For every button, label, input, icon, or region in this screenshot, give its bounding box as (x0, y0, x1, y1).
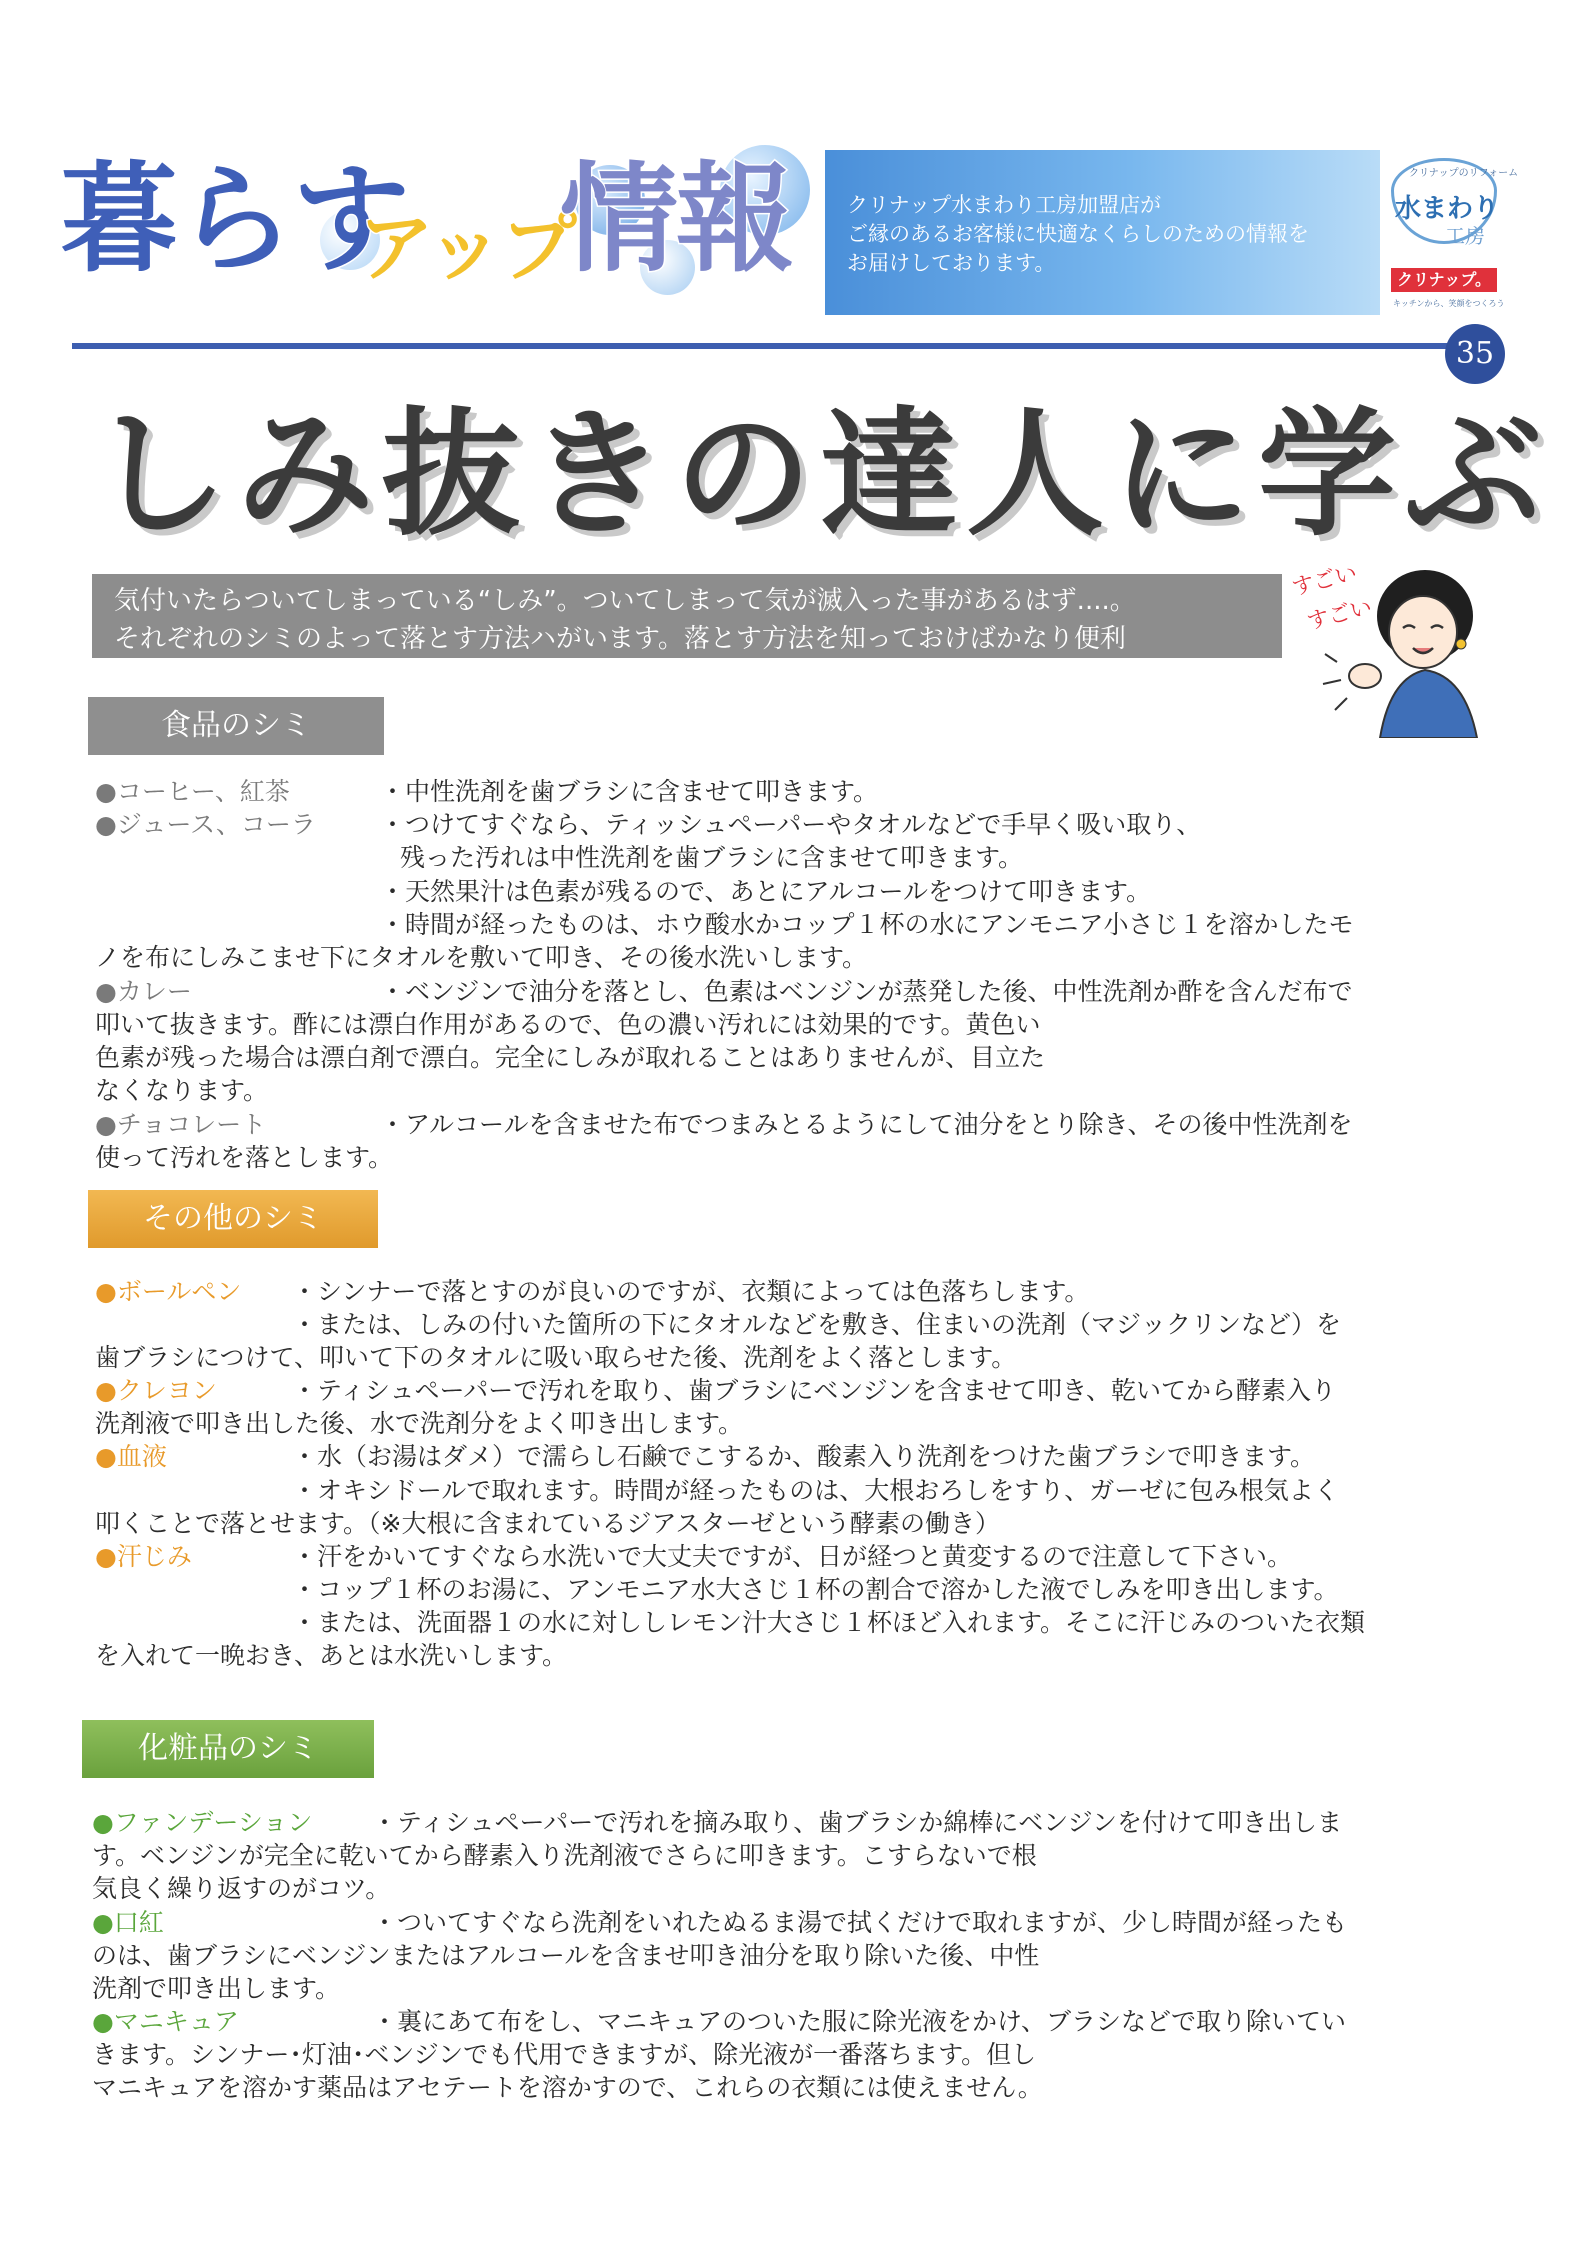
cosmetic-text-line: ・ついてすぐなら洗剤をいれたぬるま湯で拭くだけで取れますが、少し時間が経ったも (372, 1908, 1348, 1937)
item-manicure: ●マニキュア (92, 2007, 239, 2036)
food-text-line: 残った汚れは中性洗剤を歯ブラシに含ませて叩きます。 (400, 843, 1024, 872)
page-header (0, 0, 1575, 400)
other-text-line: 洗剤液で叩き出した後、水で洗剤分をよく叩き出します。 (95, 1409, 744, 1438)
item-chocolate: ●チョコレート (95, 1110, 267, 1139)
item-foundation: ●ファンデーション (92, 1808, 313, 1837)
cosmetic-text-line: 気良く繰り返すのがコツ。 (92, 1874, 391, 1903)
cosmetic-text-line: きます。シンナー･灯油･ベンジンでも代用できますが、除光液が一番落ちます。但し (92, 2040, 1037, 2069)
cosmetic-text-line: のは、歯ブラシにベンジンまたはアルコールを含ませ叩き油分を取り除いた後、中性 (92, 1941, 1040, 1970)
other-text-line: ・シンナーで落とすのが良いのですが、衣類によっては色落ちします。 (292, 1277, 1090, 1306)
other-text-line: を入れて一晩おき、あとは水洗いします。 (95, 1641, 568, 1670)
other-text-line: 叩くことで落とせます。（※大根に含まれているジアスターゼという酵素の働き） (95, 1509, 1000, 1538)
header-title-jouhou: 情報 (560, 150, 793, 288)
cosmetic-text-line: 洗剤で叩き出します。 (92, 1974, 341, 2003)
item-lipstick: ●口紅 (92, 1908, 164, 1937)
header-info-line: クリナップ水まわり工房加盟店が (847, 193, 1162, 217)
food-text-line: ・アルコールを含ませた布でつまみとるようにして油分をとり除き、その後中性洗剤を (380, 1110, 1353, 1139)
page-title: しみ抜きの達人に学ぶ (90, 392, 1551, 555)
food-text-line: 使って汚れを落とします。 (95, 1143, 394, 1172)
brand-name-line2: 工房 (1445, 224, 1485, 248)
item-ballpoint-pen: ●ボールペン (95, 1277, 242, 1306)
header-title-up: アップ (358, 203, 575, 292)
food-text-line: 色素が残った場合は漂白剤で漂白。完全にしみが取れることはありませんが、目立た (95, 1043, 1046, 1072)
header-title-kurasu: 暮らす (60, 150, 409, 288)
header-rule (72, 343, 1472, 349)
food-text-line: ノを布にしみこませ下にタオルを敷いて叩き、その後水洗いします。 (95, 943, 868, 972)
other-text-line: 歯ブラシにつけて、叩いて下のタオルに吸い取らせた後、洗剤をよく落とします。 (95, 1343, 1017, 1372)
other-text-line: ・オキシドールで取れます。時間が経ったものは、大根おろしをすり、ガーゼに包み根気よく (292, 1476, 1339, 1505)
other-text-line: ・ティシュペーパーで汚れを取り、歯ブラシにベンジンを含ませて叩き、乾いてから酵素入り (292, 1376, 1337, 1405)
food-text-line: ・ベンジンで油分を落とし、色素はベンジンが蒸発した後、中性洗剤か酢を含んだ布で (380, 977, 1353, 1006)
other-text-line: ・または、洗面器１の水に対ししレモン汁大さじ１杯ほど入れます。そこに汗じみのついた衣類 (292, 1608, 1366, 1637)
woman-clapping-illustration (1285, 558, 1500, 738)
food-text-line: ・中性洗剤を歯ブラシに含ませて叩きます。 (380, 777, 879, 806)
food-text-line: ・天然果汁は色素が残るので、あとにアルコールをつけて叩きます。 (380, 877, 1152, 906)
section-label-other: その他のシミ (88, 1190, 378, 1248)
brand-tagline: キッチンから、笑顔をつくろう (1393, 299, 1505, 308)
item-sweat-stain: ●汗じみ (95, 1542, 192, 1571)
other-text-line: ・コップ１杯のお湯に、アンモニア水大さじ１杯の割合で溶かした液でしみを叩き出します。 (292, 1575, 1339, 1604)
cosmetic-text-line: マニキュアを溶かす薬品はアセテートを溶かすので、これらの衣類には使えません。 (92, 2073, 1043, 2102)
header-info-line: ご縁のあるお客様に快適なくらしのための情報を (847, 222, 1309, 246)
svg-text:すごい: すごい (1289, 560, 1360, 602)
svg-text:すごい: すごい (1304, 594, 1375, 636)
intro-line: 気付いたらついてしまっている“しみ”。ついてしまって気が滅入った事があるはず....。 (114, 586, 1136, 616)
item-coffee: ●コーヒー、紅茶 (95, 777, 290, 806)
company-logo: クリナップ。 (1391, 268, 1497, 292)
item-curry: ●カレー (95, 977, 192, 1006)
other-text-line: ・汗をかいてすぐなら水洗いで大丈夫ですが、日が経つと黄変するので注意して下さい。 (292, 1542, 1293, 1571)
brand-name-line1: 水まわり (1395, 194, 1500, 224)
cosmetic-text-line: ・裏にあて布をし、マニキュアのついた服に除光液をかけ、ブラシなどで取り除いてい (372, 2007, 1347, 2036)
section-label-cosmetic: 化粧品のシミ (82, 1720, 374, 1778)
food-text-line: 叩いて抜きます。酢には漂白作用があるので、色の濃い汚れには効果的です。黄色い (95, 1010, 1041, 1039)
food-text-line: ・時間が経ったものは、ホウ酸水かコップ１杯の水にアンモニア小さじ１を溶かしたモ (380, 910, 1354, 939)
intro-line: それぞれのシミのよって落とす方法ハがいます。落とす方法を知っておけばかなり便利 (114, 624, 1126, 654)
food-text-line: ・つけてすぐなら、ティッシュペーパーやタオルなどで手早く吸い取り、 (380, 810, 1202, 839)
header-info-line: お届けしております。 (847, 251, 1056, 275)
page-number: 35 (1445, 324, 1505, 384)
item-juice: ●ジュース、コーラ (95, 810, 316, 839)
other-text-line: ・または、しみの付いた箇所の下にタオルなどを敷き、住まいの洗剤（マジックリンなど）を (292, 1310, 1342, 1339)
item-blood: ●血液 (95, 1442, 167, 1471)
cosmetic-text-line: す。ベンジンが完全に乾いてから酵素入り洗剤液でさらに叩きます。こすらないで根 (92, 1841, 1037, 1870)
intro-box (92, 574, 1282, 658)
other-text-line: ・水（お湯はダメ）で濡らし石鹸でこするか、酸素入り洗剤をつけた歯ブラシで叩きます。 (292, 1442, 1316, 1471)
woman-illustration (1285, 558, 1500, 738)
header-info-box (825, 150, 1380, 315)
item-crayon: ●クレヨン (95, 1376, 217, 1405)
brand-logo-block (1385, 150, 1519, 310)
brand-small-text: クリナップのリフォーム (1409, 168, 1519, 179)
food-text-line: なくなります。 (95, 1076, 269, 1105)
cosmetic-text-line: ・ティシュペーパーで汚れを摘み取り、歯ブラシか綿棒にベンジンを付けて叩き出しま (372, 1808, 1343, 1837)
section-label-food: 食品のシミ (88, 697, 384, 755)
